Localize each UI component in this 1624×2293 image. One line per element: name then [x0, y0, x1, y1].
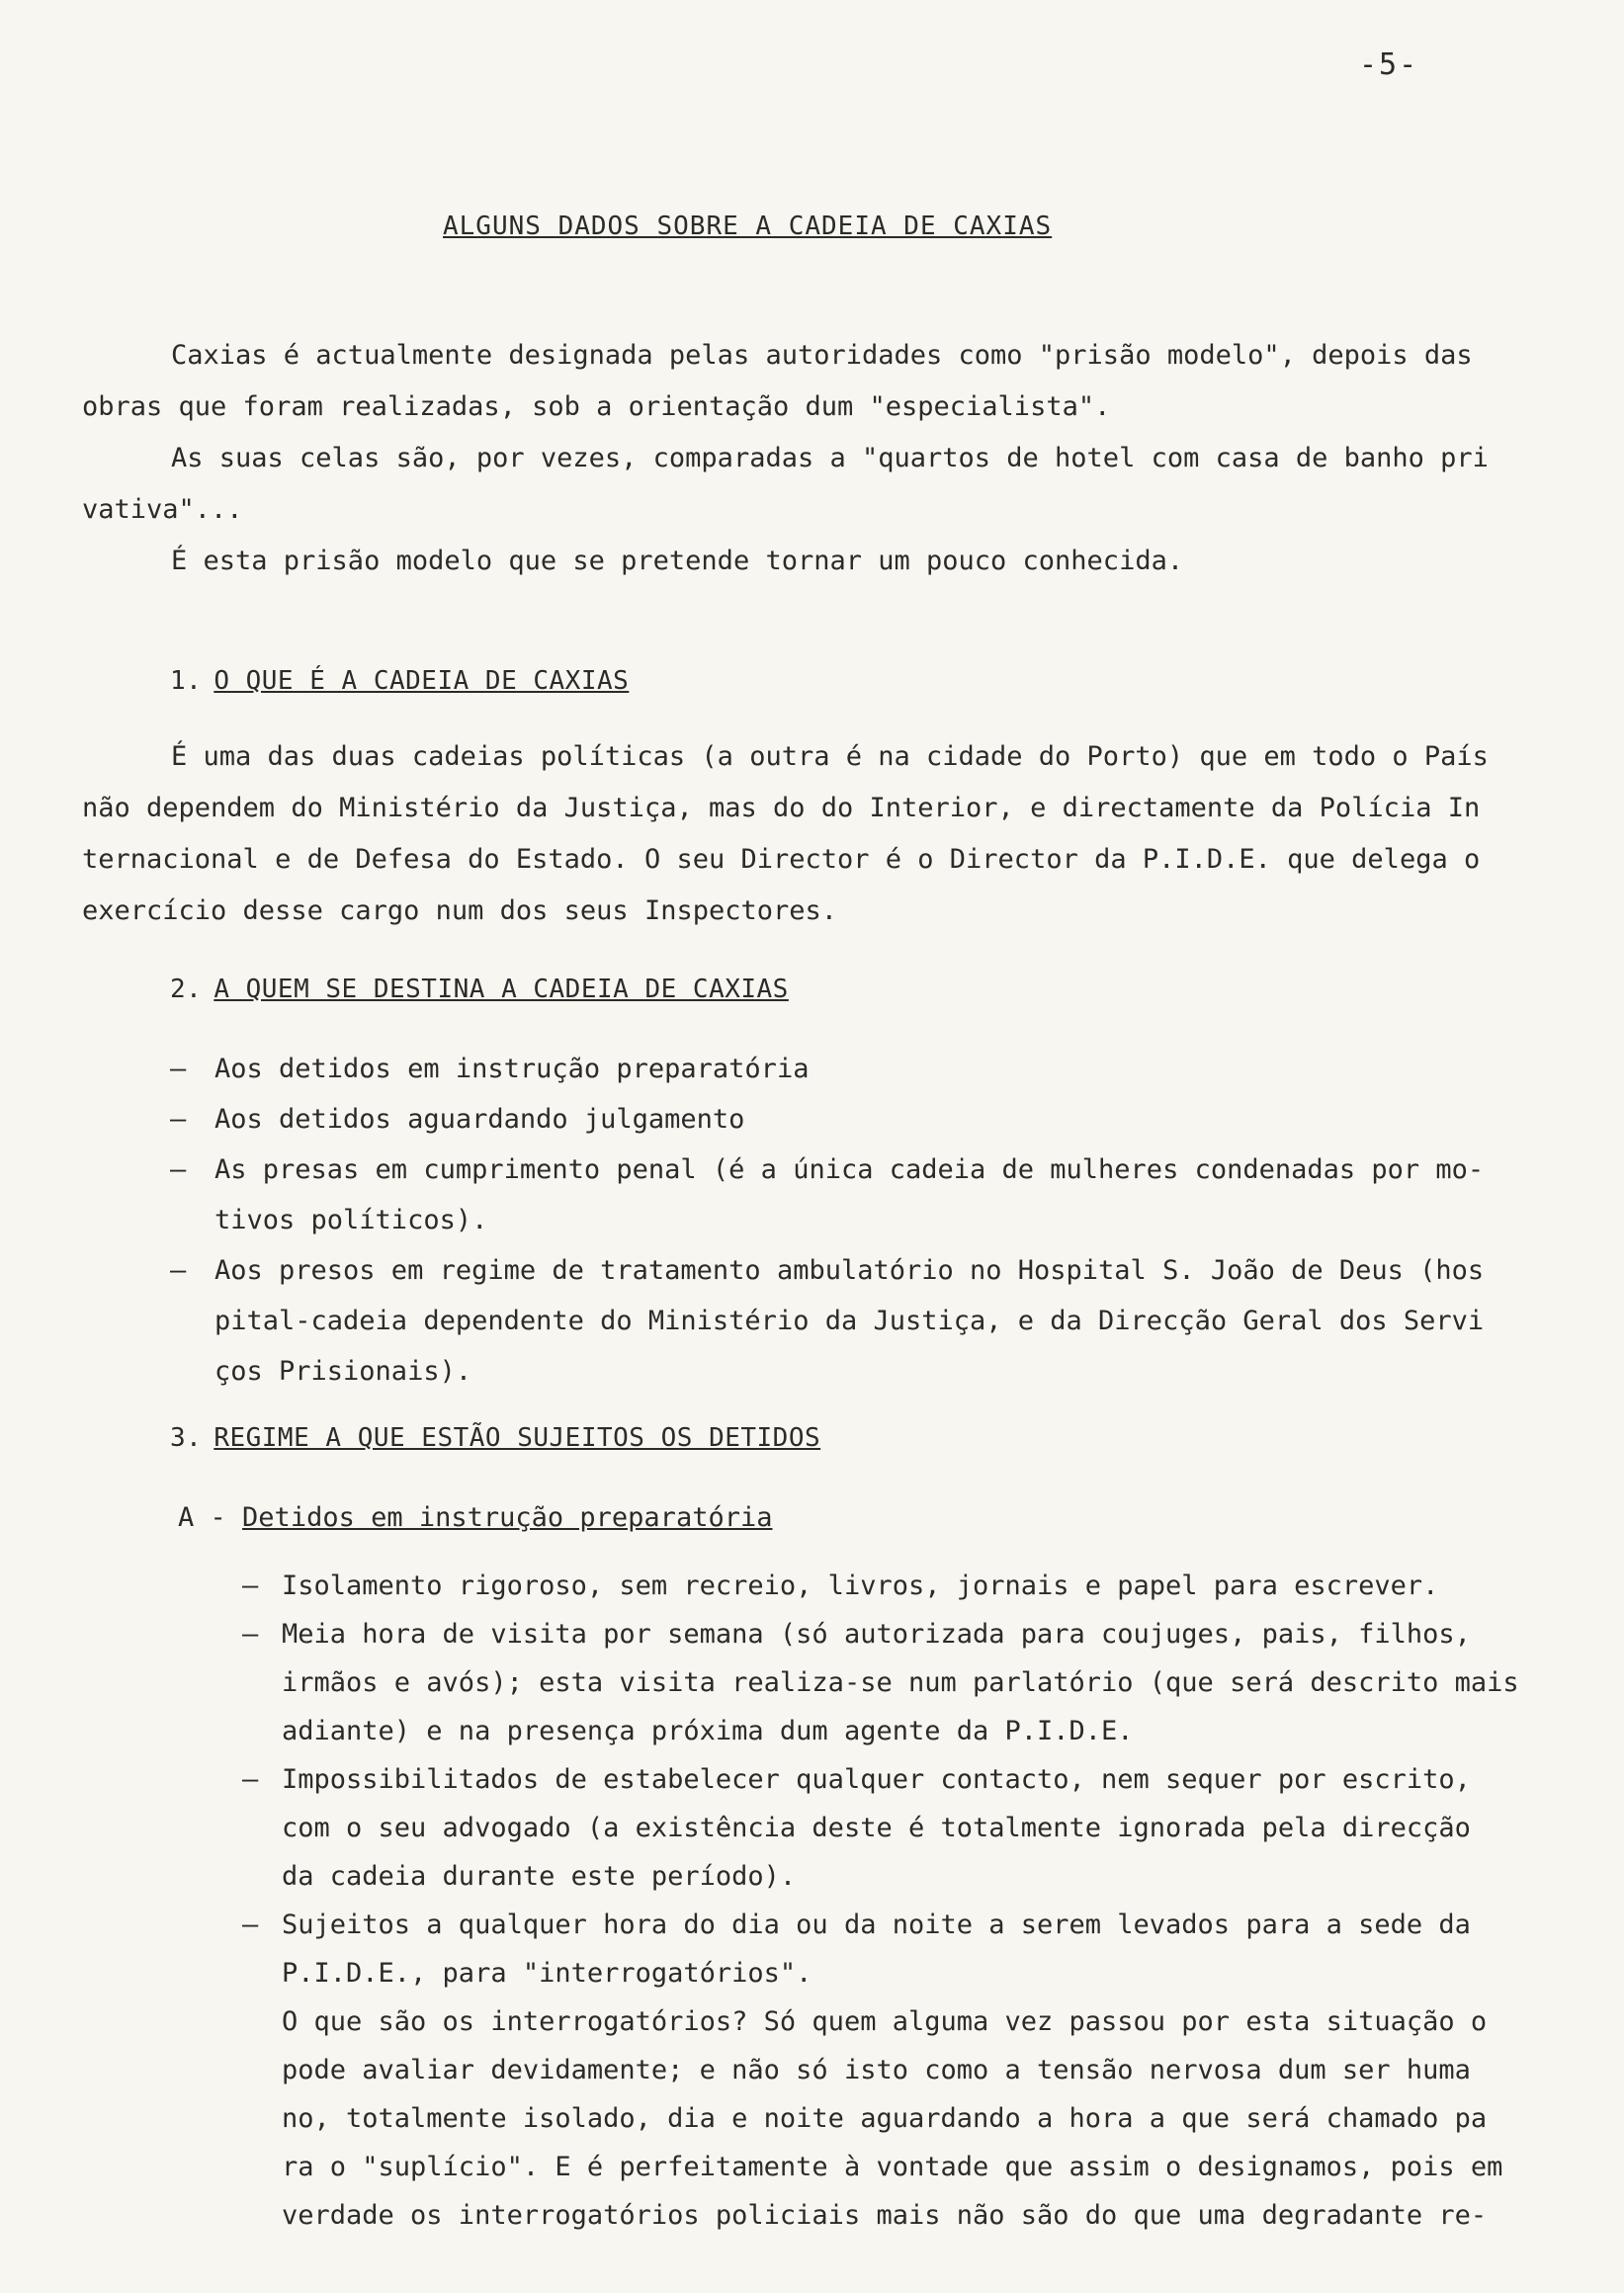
paragraph-line: não dependem do Ministério da Justiça, mas do do Interior, e directamente da Polícia In — [82, 793, 1481, 823]
intro-paragraph — [82, 330, 1505, 587]
list-item-line: com o seu advogado (a existência deste é totalmente ignorada pela direcção — [282, 1813, 1471, 1843]
list-item — [242, 1610, 1527, 1755]
intro-line: É esta prisão modelo que se pretende tornar um pouco conhecida. — [171, 546, 1184, 576]
dash-marker: – — [242, 1619, 259, 1650]
list-item — [242, 1755, 1527, 1901]
section-2-heading — [170, 975, 789, 1004]
list-item-line: Impossibilitados de estabelecer qualquer contacto, nem sequer por escrito, — [282, 1764, 1471, 1795]
section-number: 3. — [170, 1423, 203, 1453]
list-item — [170, 1094, 1514, 1145]
paragraph-line: O que são os interrogatórios? Só quem alguma vez passou por esta situação o — [282, 2006, 1488, 2037]
intro-line: obras que foram realizadas, sob a orientação dum "especialista". — [82, 391, 1111, 422]
paragraph-line: É uma das duas cadeias políticas (a outra é na cidade do Porto) que em todo o País — [171, 741, 1489, 772]
subsection-title: Detidos em instrução preparatória — [242, 1502, 773, 1533]
dash-marker: – — [242, 1910, 259, 1940]
page-number: -5- — [1359, 47, 1419, 82]
intro-line: vativa"... — [82, 494, 243, 525]
dash-marker: – — [170, 1255, 187, 1286]
list-item-line: irmãos e avós); esta visita realiza-se num parlatório (que será descrito mais — [282, 1667, 1519, 1698]
subsection-a-list — [242, 1562, 1527, 2240]
list-item-line: Aos presos em regime de tratamento ambulatório no Hospital S. João de Deus (hos — [214, 1255, 1485, 1286]
dash-marker: – — [170, 1054, 187, 1084]
list-item-line: Aos detidos aguardando julgamento — [214, 1104, 745, 1135]
section-title: REGIME A QUE ESTÃO SUJEITOS OS DETIDOS — [214, 1423, 821, 1453]
subsection-a-heading — [178, 1502, 772, 1533]
list-item-line: pital-cadeia dependente do Ministério da Justiça, e da Direcção Geral dos Servi — [214, 1306, 1485, 1336]
list-item-line: Meia hora de visita por semana (só autorizada para coujuges, pais, filhos, — [282, 1619, 1471, 1650]
paragraph-line: ra o "suplício". E é perfeitamente à vontade que assim o designamos, pois em — [282, 2152, 1503, 2182]
section-number: 2. — [170, 975, 203, 1004]
dash-marker: – — [242, 1571, 259, 1601]
paragraph-line: no, totalmente isolado, dia e noite aguardando a hora a que será chamado pa — [282, 2103, 1488, 2134]
list-item-line: da cadeia durante este período). — [282, 1861, 797, 1892]
section-number: 1. — [170, 666, 203, 696]
dash-marker: – — [170, 1154, 187, 1185]
list-item-line: Sujeitos a qualquer hora do dia ou da noite a serem levados para a sede da — [282, 1910, 1471, 1940]
section-1-paragraph — [82, 731, 1505, 937]
section-3-heading — [170, 1423, 820, 1453]
list-item-line: As presas em cumprimento penal (é a única cadeia de mulheres condenadas por mo- — [214, 1154, 1485, 1185]
list-item — [170, 1044, 1514, 1094]
list-item-line: tivos políticos). — [214, 1205, 488, 1235]
paragraph-line: ternacional e de Defesa do Estado. O seu Director é o Director da P.I.D.E. que delega o — [82, 844, 1481, 875]
subsection-label: A - — [178, 1502, 226, 1533]
section-title: O QUE É A CADEIA DE CAXIAS — [214, 666, 630, 696]
list-item — [170, 1145, 1514, 1245]
dash-marker: – — [242, 1764, 259, 1795]
list-item-line: Isolamento rigoroso, sem recreio, livros, jornais e papel para escrever. — [282, 1571, 1439, 1601]
section-title: A QUEM SE DESTINA A CADEIA DE CAXIAS — [214, 975, 789, 1004]
section-2-list — [170, 1044, 1514, 1397]
list-item-line: adiante) e na presença próxima dum agente da P.I.D.E. — [282, 1716, 1134, 1746]
intro-line: Caxias é actualmente designada pelas autoridades como "prisão modelo", depois das — [171, 340, 1473, 371]
list-item-line: Aos detidos em instrução preparatória — [214, 1054, 810, 1084]
dash-marker: – — [170, 1104, 187, 1135]
list-item — [170, 1245, 1514, 1397]
paragraph-line: exercício desse cargo num dos seus Inspectores. — [82, 895, 838, 926]
section-1-heading — [170, 666, 629, 696]
paragraph-line: verdade os interrogatórios policiais mais não são do que uma degradante re- — [282, 2200, 1488, 2231]
page-title: ALGUNS DADOS SOBRE A CADEIA DE CAXIAS — [443, 212, 1053, 241]
paragraph-line: pode avaliar devidamente; e não só isto como a tensão nervosa dum ser huma — [282, 2055, 1471, 2085]
list-item — [242, 1562, 1527, 1610]
list-item-line: ços Prisionais). — [214, 1356, 472, 1387]
list-item-line: P.I.D.E., para "interrogatórios". — [282, 1958, 812, 1989]
continuation-paragraph — [242, 1997, 1527, 2240]
intro-line: As suas celas são, por vezes, comparadas a "quartos de hotel com casa de banho pri — [171, 443, 1489, 473]
list-item — [242, 1901, 1527, 1997]
